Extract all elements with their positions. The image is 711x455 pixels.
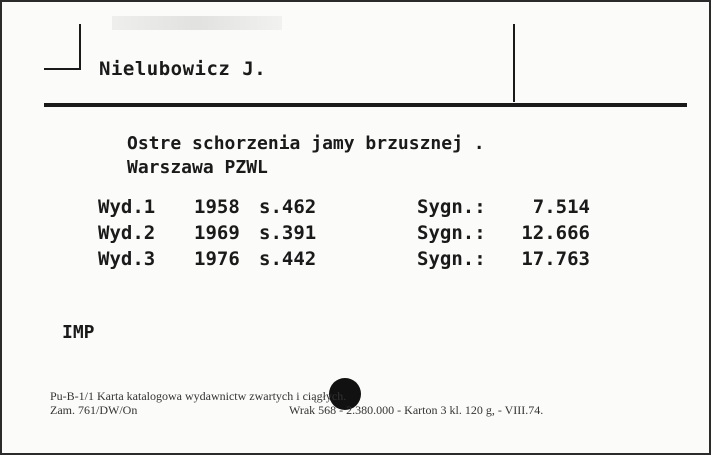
publication-place: Warszawa PZWL <box>127 157 268 178</box>
edition-label: Wyd.1 <box>98 196 156 218</box>
left-short-rule <box>44 68 81 70</box>
institution-note: IMP <box>62 322 95 343</box>
edition-pages: s.462 <box>259 196 317 218</box>
footer-order-number: Zam. 761/DW/On <box>50 403 138 417</box>
edition-pages: s.391 <box>259 222 317 244</box>
signature-value: 17.763 <box>521 248 590 270</box>
signature-label: Sygn.: <box>417 222 486 244</box>
signature-value: 7.514 <box>532 196 590 218</box>
edition-year: 1958 <box>194 196 240 218</box>
signature-label: Sygn.: <box>417 196 486 218</box>
author-name: Nielubowicz J. <box>99 58 267 80</box>
faded-stamp <box>112 16 282 30</box>
signature-label: Sygn.: <box>417 248 486 270</box>
edition-label: Wyd.3 <box>98 248 156 270</box>
edition-pages: s.442 <box>259 248 317 270</box>
right-vertical-rule <box>513 24 515 102</box>
footer-form-line: Pu-B-1/1 Karta katalogowa wydawnictw zwartych i ciągłych. <box>50 389 347 403</box>
edition-year: 1976 <box>194 248 240 270</box>
footer-print-info: Wrak 568 - 2.380.000 - Karton 3 kl. 120 g, - VIII.74. <box>289 403 544 417</box>
left-vertical-rule <box>79 24 81 70</box>
header-rule <box>44 103 687 107</box>
book-title: Ostre schorzenia jamy brzusznej . <box>127 133 485 154</box>
signature-value: 12.666 <box>521 222 590 244</box>
edition-year: 1969 <box>194 222 240 244</box>
edition-label: Wyd.2 <box>98 222 156 244</box>
